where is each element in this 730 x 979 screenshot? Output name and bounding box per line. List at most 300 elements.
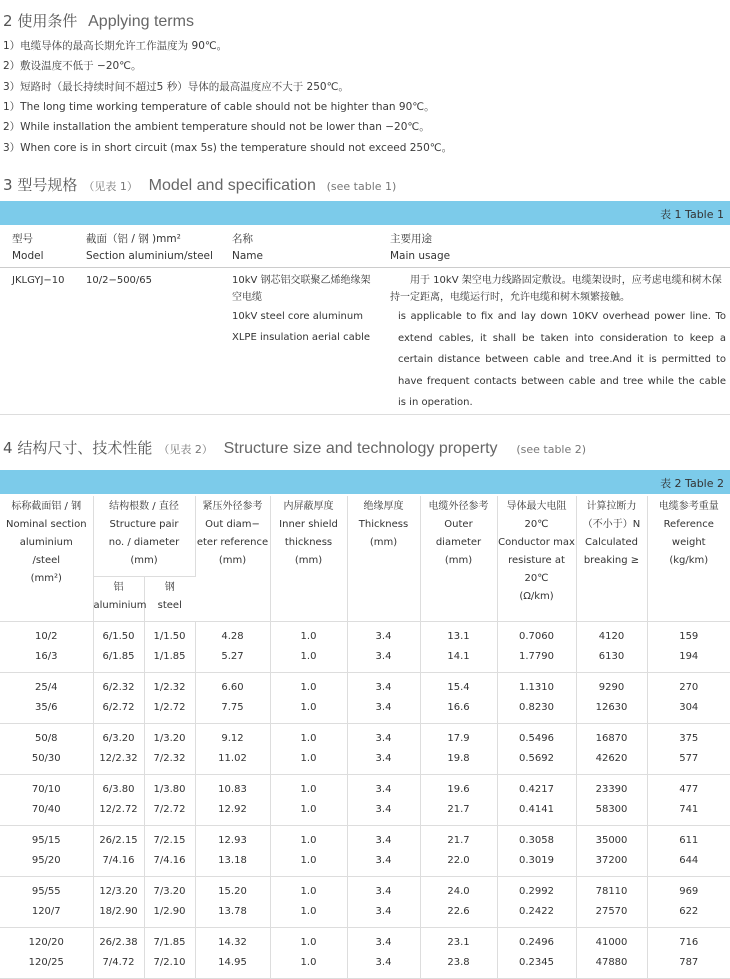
cell-value: 7/4.16	[94, 854, 144, 868]
table-ref-zh: （见表 1）	[83, 180, 138, 193]
cell-al	[93, 928, 144, 979]
cell-steel	[144, 724, 195, 775]
cell-value: 6130	[577, 650, 647, 664]
cell-value: 1/1.50	[145, 630, 195, 644]
header-name	[232, 229, 390, 268]
cell-value: 3.4	[348, 732, 420, 746]
cell-value: 3.4	[348, 936, 420, 950]
cell-outer	[420, 724, 497, 775]
cell-value: 0.7060	[498, 630, 576, 644]
cell-insulation	[347, 928, 420, 979]
header-line: /steel	[0, 552, 93, 570]
cell-weight	[647, 622, 730, 673]
header-line: Inner shield	[271, 516, 347, 534]
cell-breaking	[576, 826, 647, 877]
cell-value: 14.95	[196, 956, 270, 970]
section-title-en: Structure size and technology property	[224, 440, 498, 457]
cell-resistance	[497, 826, 576, 877]
cell-value: 3.4	[348, 956, 420, 970]
table-row-group	[0, 928, 730, 979]
usage-en: is applicable to fix and lay down 10KV overhead power line. To extend cables, it shall be taken into consideration to keep a certain distance between cable and tree.And it is permitted to have frequent contacts between cable and tree while the cable is in operation.	[390, 306, 726, 414]
header-en: Main usage	[390, 248, 726, 265]
cell-value: 7/2.32	[145, 752, 195, 766]
header-line: weight	[648, 534, 730, 552]
cell-outer	[420, 775, 497, 826]
term-line: 3）When core is in short circuit (max 5s) the temperature should not exceed 250℃。	[3, 140, 452, 155]
cell-steel	[144, 928, 195, 979]
cell-value: 3.4	[348, 834, 420, 848]
cell-value: 23.1	[421, 936, 497, 950]
cell-value: 13.1	[421, 630, 497, 644]
cell-od-ref	[195, 622, 270, 673]
header-usage	[390, 229, 730, 268]
header-line: 电缆外径参考	[421, 498, 497, 516]
cell-value: 12/2.72	[94, 803, 144, 817]
cell-value: 21.7	[421, 803, 497, 817]
cell-value: 0.5692	[498, 752, 576, 766]
cell-insulation	[347, 877, 420, 928]
cell-od-ref	[195, 724, 270, 775]
cell-value: 13.18	[196, 854, 270, 868]
cell-value: 16870	[577, 732, 647, 746]
header-resistance	[497, 496, 576, 622]
cell-steel	[144, 826, 195, 877]
cell-section: 10/2−500/65	[86, 268, 232, 415]
table-row-group	[0, 622, 730, 673]
header-line: 20℃	[498, 516, 576, 534]
header-en: Section aluminium/steel	[86, 248, 228, 265]
cell-outer	[420, 622, 497, 673]
header-weight	[647, 496, 730, 622]
cell-value: 7.75	[196, 701, 270, 715]
cell-value: 3.4	[348, 752, 420, 766]
cell-resistance	[497, 877, 576, 928]
cell-value: 3.4	[348, 701, 420, 715]
cell-breaking	[576, 775, 647, 826]
cell-usage	[390, 268, 730, 415]
cell-value: 19.8	[421, 752, 497, 766]
cell-value: 6/1.85	[94, 650, 144, 664]
cell-value: 6/2.32	[94, 681, 144, 695]
cell-value: 23.8	[421, 956, 497, 970]
cell-value: 95/20	[0, 854, 93, 868]
cell-resistance	[497, 775, 576, 826]
cell-value: 27570	[577, 905, 647, 919]
section-number: 2	[3, 12, 13, 30]
header-aluminium	[93, 577, 144, 622]
term-line: 2）While installation the ambient temperature should not be lower than −20℃。	[3, 119, 430, 134]
cell-value: 1.1310	[498, 681, 576, 695]
cell-value: 644	[648, 854, 730, 868]
cell-value: 1/1.85	[145, 650, 195, 664]
table-ref-en: (see table 2)	[516, 443, 586, 456]
section-3-title	[3, 174, 396, 195]
header-line: (mm)	[196, 552, 270, 570]
cell-value: 10/2	[0, 630, 93, 644]
cell-shield	[270, 673, 347, 724]
table-row-group	[0, 877, 730, 928]
cell-value: 70/10	[0, 783, 93, 797]
cell-value: 0.3058	[498, 834, 576, 848]
header-line: 紧压外径参考	[196, 498, 270, 516]
cell-breaking	[576, 673, 647, 724]
header-line: thickness	[271, 534, 347, 552]
cell-insulation	[347, 724, 420, 775]
cell-value: 7/2.15	[145, 834, 195, 848]
cell-section	[0, 724, 93, 775]
cell-value: 1.0	[271, 630, 347, 644]
cell-insulation	[347, 622, 420, 673]
section-title-zh: 结构尺寸、技术性能	[17, 439, 152, 457]
cell-value: 23390	[577, 783, 647, 797]
table-2-label: 表 2 Table 2	[660, 475, 724, 491]
cell-steel	[144, 622, 195, 673]
cell-shield	[270, 724, 347, 775]
header-line: 导体最大电阻	[498, 498, 576, 516]
header-line: no. / diameter	[94, 534, 195, 552]
table-ref-en: (see table 1)	[327, 180, 397, 193]
header-line: 绝缘厚度	[348, 498, 420, 516]
cell-value: 0.4217	[498, 783, 576, 797]
header-line: 计算拉断力	[577, 498, 647, 516]
usage-zh: 用于 10kV 架空电力线路固定敷设。电缆架设时，应考虑电缆和树木保持一定距离，电缆运行时，允许电缆和树木频繁接触。	[390, 272, 726, 306]
header-line: aluminium	[94, 597, 144, 615]
header-line: Structure pair	[94, 516, 195, 534]
cell-value: 787	[648, 956, 730, 970]
header-structure	[93, 496, 195, 577]
cell-value: 15.20	[196, 885, 270, 899]
cell-value: 9290	[577, 681, 647, 695]
cell-value: 95/55	[0, 885, 93, 899]
header-zh: 型号	[12, 231, 82, 248]
header-line: Calculated	[577, 534, 647, 552]
cell-value: 95/15	[0, 834, 93, 848]
header-line: (mm)	[94, 552, 195, 570]
header-line: 电缆参考重量	[648, 498, 730, 516]
header-inner-shield	[270, 496, 347, 622]
cell-shield	[270, 622, 347, 673]
header-line: breaking ≥	[577, 552, 647, 570]
header-line: Conductor max	[498, 534, 576, 552]
cell-value: 13.78	[196, 905, 270, 919]
cell-value: 25/4	[0, 681, 93, 695]
cell-value: 78110	[577, 885, 647, 899]
cell-value: 42620	[577, 752, 647, 766]
header-breaking	[576, 496, 647, 622]
section-2-title	[3, 10, 194, 31]
cell-insulation	[347, 673, 420, 724]
cell-outer	[420, 877, 497, 928]
cell-value: 21.7	[421, 834, 497, 848]
cell-value: 159	[648, 630, 730, 644]
structure-table	[0, 496, 730, 979]
cell-value: 7/1.85	[145, 936, 195, 950]
cell-resistance	[497, 673, 576, 724]
cell-value: 0.2345	[498, 956, 576, 970]
cell-section	[0, 877, 93, 928]
cell-value: 12/3.20	[94, 885, 144, 899]
cell-value: 1.0	[271, 956, 347, 970]
cell-value: 37200	[577, 854, 647, 868]
cell-weight	[647, 928, 730, 979]
cell-value: 6.60	[196, 681, 270, 695]
header-line: 钢	[145, 579, 196, 597]
cell-value: 0.4141	[498, 803, 576, 817]
cell-value: 7/4.16	[145, 854, 195, 868]
cell-value: 3.4	[348, 905, 420, 919]
cell-breaking	[576, 877, 647, 928]
cell-value: 12630	[577, 701, 647, 715]
cell-value: 1/3.20	[145, 732, 195, 746]
cell-value: 4120	[577, 630, 647, 644]
cell-value: 304	[648, 701, 730, 715]
cell-value: 0.2992	[498, 885, 576, 899]
header-line: (kg/km)	[648, 552, 730, 570]
cell-value: 969	[648, 885, 730, 899]
cell-value: 6/3.80	[94, 783, 144, 797]
cell-value: 35/6	[0, 701, 93, 715]
cell-od-ref	[195, 826, 270, 877]
cell-value: 0.5496	[498, 732, 576, 746]
header-line: Outer diameter	[421, 516, 497, 552]
header-zh: 截面（铝 / 钢 )mm²	[86, 231, 228, 248]
cell-breaking	[576, 622, 647, 673]
cell-section	[0, 775, 93, 826]
cell-value: 1.0	[271, 650, 347, 664]
header-en: Name	[232, 248, 386, 265]
cell-value: 19.6	[421, 783, 497, 797]
cell-value: 16/3	[0, 650, 93, 664]
cell-value: 14.1	[421, 650, 497, 664]
header-en: Model	[12, 248, 82, 265]
cell-od-ref	[195, 673, 270, 724]
cell-weight	[647, 775, 730, 826]
table-2-band	[0, 470, 730, 494]
cell-value: 1/2.32	[145, 681, 195, 695]
cell-value: 22.0	[421, 854, 497, 868]
header-outer-diameter	[420, 496, 497, 622]
cell-value: 47880	[577, 956, 647, 970]
cell-value: 4.28	[196, 630, 270, 644]
table-row-group	[0, 826, 730, 877]
header-line: （不小于）N	[577, 516, 647, 534]
table-ref-zh: （见表 2）	[158, 443, 213, 456]
cell-al	[93, 724, 144, 775]
cell-value: 11.02	[196, 752, 270, 766]
header-line: 20℃	[498, 570, 576, 588]
cell-al	[93, 673, 144, 724]
cell-value: 12/2.32	[94, 752, 144, 766]
cell-value: 716	[648, 936, 730, 950]
term-line: 1）电缆导体的最高长期允许工作温度为 90℃。	[3, 38, 227, 53]
cell-value: 611	[648, 834, 730, 848]
cell-section	[0, 928, 93, 979]
cell-value: 70/40	[0, 803, 93, 817]
header-zh: 主要用途	[390, 231, 726, 248]
header-line: eter reference	[196, 534, 270, 552]
cell-value: 14.32	[196, 936, 270, 950]
cell-steel	[144, 877, 195, 928]
header-line: aluminium	[0, 534, 93, 552]
cell-value: 1/2.90	[145, 905, 195, 919]
name-zh: 10kV 钢芯铝交联聚乙烯绝缘架空电缆	[232, 272, 386, 306]
cell-steel	[144, 673, 195, 724]
cell-value: 1.0	[271, 783, 347, 797]
cell-shield	[270, 826, 347, 877]
section-title-en: Applying terms	[88, 13, 194, 30]
cell-insulation	[347, 775, 420, 826]
section-title-en: Model and specification	[149, 177, 316, 194]
cell-value: 3.4	[348, 630, 420, 644]
cell-value: 577	[648, 752, 730, 766]
cell-value: 12.93	[196, 834, 270, 848]
term-line: 1）The long time working temperature of cable should not be highter than 90℃。	[3, 99, 435, 114]
cell-value: 1/3.80	[145, 783, 195, 797]
header-line: 铝	[94, 579, 144, 597]
cell-breaking	[576, 724, 647, 775]
cell-od-ref	[195, 775, 270, 826]
cell-value: 1.0	[271, 854, 347, 868]
header-line: Reference	[648, 516, 730, 534]
cell-shield	[270, 775, 347, 826]
cell-resistance	[497, 622, 576, 673]
cell-value: 120/7	[0, 905, 93, 919]
cell-al	[93, 622, 144, 673]
header-line: 标称截面铝 / 钢	[0, 498, 93, 516]
header-line: resisture at	[498, 552, 576, 570]
cell-value: 15.4	[421, 681, 497, 695]
cell-value: 7/2.10	[145, 956, 195, 970]
table-row-group	[0, 775, 730, 826]
header-line: Nominal section	[0, 516, 93, 534]
cell-weight	[647, 673, 730, 724]
cell-value: 6/1.50	[94, 630, 144, 644]
cell-value: 1/2.72	[145, 701, 195, 715]
header-line: steel	[145, 597, 196, 615]
section-title-zh: 使用条件	[17, 12, 77, 30]
table-row-group	[0, 673, 730, 724]
cell-value: 0.8230	[498, 701, 576, 715]
cell-value: 1.0	[271, 936, 347, 950]
cell-section	[0, 673, 93, 724]
cell-value: 3.4	[348, 803, 420, 817]
cell-shield	[270, 928, 347, 979]
cell-outer	[420, 826, 497, 877]
cell-value: 7/3.20	[145, 885, 195, 899]
header-line: (Ω/km)	[498, 588, 576, 606]
cell-breaking	[576, 928, 647, 979]
cell-weight	[647, 877, 730, 928]
cell-value: 12.92	[196, 803, 270, 817]
cell-weight	[647, 724, 730, 775]
cell-value: 3.4	[348, 681, 420, 695]
cell-section	[0, 826, 93, 877]
header-insulation	[347, 496, 420, 622]
cell-value: 375	[648, 732, 730, 746]
cell-value: 1.0	[271, 681, 347, 695]
cell-value: 0.2496	[498, 936, 576, 950]
section-number: 4	[3, 439, 13, 457]
header-model	[0, 229, 86, 268]
header-line: Out diam−	[196, 516, 270, 534]
cell-value: 17.9	[421, 732, 497, 746]
cell-al	[93, 877, 144, 928]
section-4-title	[3, 437, 586, 458]
header-line: 结构根数 / 直径	[94, 498, 195, 516]
cell-od-ref	[195, 877, 270, 928]
section-title-zh: 型号规格	[17, 176, 77, 194]
cell-section	[0, 622, 93, 673]
header-section	[86, 229, 232, 268]
cell-value: 477	[648, 783, 730, 797]
cell-value: 1.0	[271, 905, 347, 919]
cell-value: 1.0	[271, 701, 347, 715]
cell-al	[93, 775, 144, 826]
cell-insulation	[347, 826, 420, 877]
cell-value: 3.4	[348, 854, 420, 868]
cell-value: 22.6	[421, 905, 497, 919]
cell-value: 9.12	[196, 732, 270, 746]
cell-value: 16.6	[421, 701, 497, 715]
cell-al	[93, 826, 144, 877]
table-1-band	[0, 201, 730, 225]
term-line: 2）敷设温度不低于 −20℃。	[3, 58, 141, 73]
cell-value: 0.3019	[498, 854, 576, 868]
table-header-row	[0, 496, 730, 577]
cell-value: 10.83	[196, 783, 270, 797]
cell-shield	[270, 877, 347, 928]
cell-steel	[144, 775, 195, 826]
table-row	[0, 268, 730, 415]
cell-weight	[647, 826, 730, 877]
model-table	[0, 229, 730, 415]
name-en: 10kV steel core aluminum XLPE insulation aerial cable	[232, 306, 386, 348]
cell-value: 1.0	[271, 752, 347, 766]
cell-outer	[420, 928, 497, 979]
header-line: (mm)	[271, 552, 347, 570]
table-1-label: 表 1 Table 1	[660, 206, 724, 222]
cell-value: 5.27	[196, 650, 270, 664]
header-line: 内屏蔽厚度	[271, 498, 347, 516]
cell-value: 0.2422	[498, 905, 576, 919]
cell-od-ref	[195, 928, 270, 979]
cell-value: 270	[648, 681, 730, 695]
cell-name	[232, 268, 390, 415]
header-line: (mm)	[421, 552, 497, 570]
cell-value: 6/3.20	[94, 732, 144, 746]
section-number: 3	[3, 176, 13, 194]
header-zh: 名称	[232, 231, 386, 248]
cell-value: 26/2.38	[94, 936, 144, 950]
cell-value: 120/25	[0, 956, 93, 970]
cell-value: 3.4	[348, 783, 420, 797]
cell-value: 1.0	[271, 834, 347, 848]
cell-value: 7/4.72	[94, 956, 144, 970]
cell-value: 741	[648, 803, 730, 817]
cell-value: 50/8	[0, 732, 93, 746]
header-out-diameter	[195, 496, 270, 622]
cell-value: 6/2.72	[94, 701, 144, 715]
cell-value: 41000	[577, 936, 647, 950]
header-line: Thickness	[348, 516, 420, 534]
cell-value: 7/2.72	[145, 803, 195, 817]
cell-value: 1.0	[271, 732, 347, 746]
cell-value: 3.4	[348, 885, 420, 899]
cell-value: 24.0	[421, 885, 497, 899]
cell-value: 120/20	[0, 936, 93, 950]
table-row-group	[0, 724, 730, 775]
header-line: (mm²)	[0, 570, 93, 588]
